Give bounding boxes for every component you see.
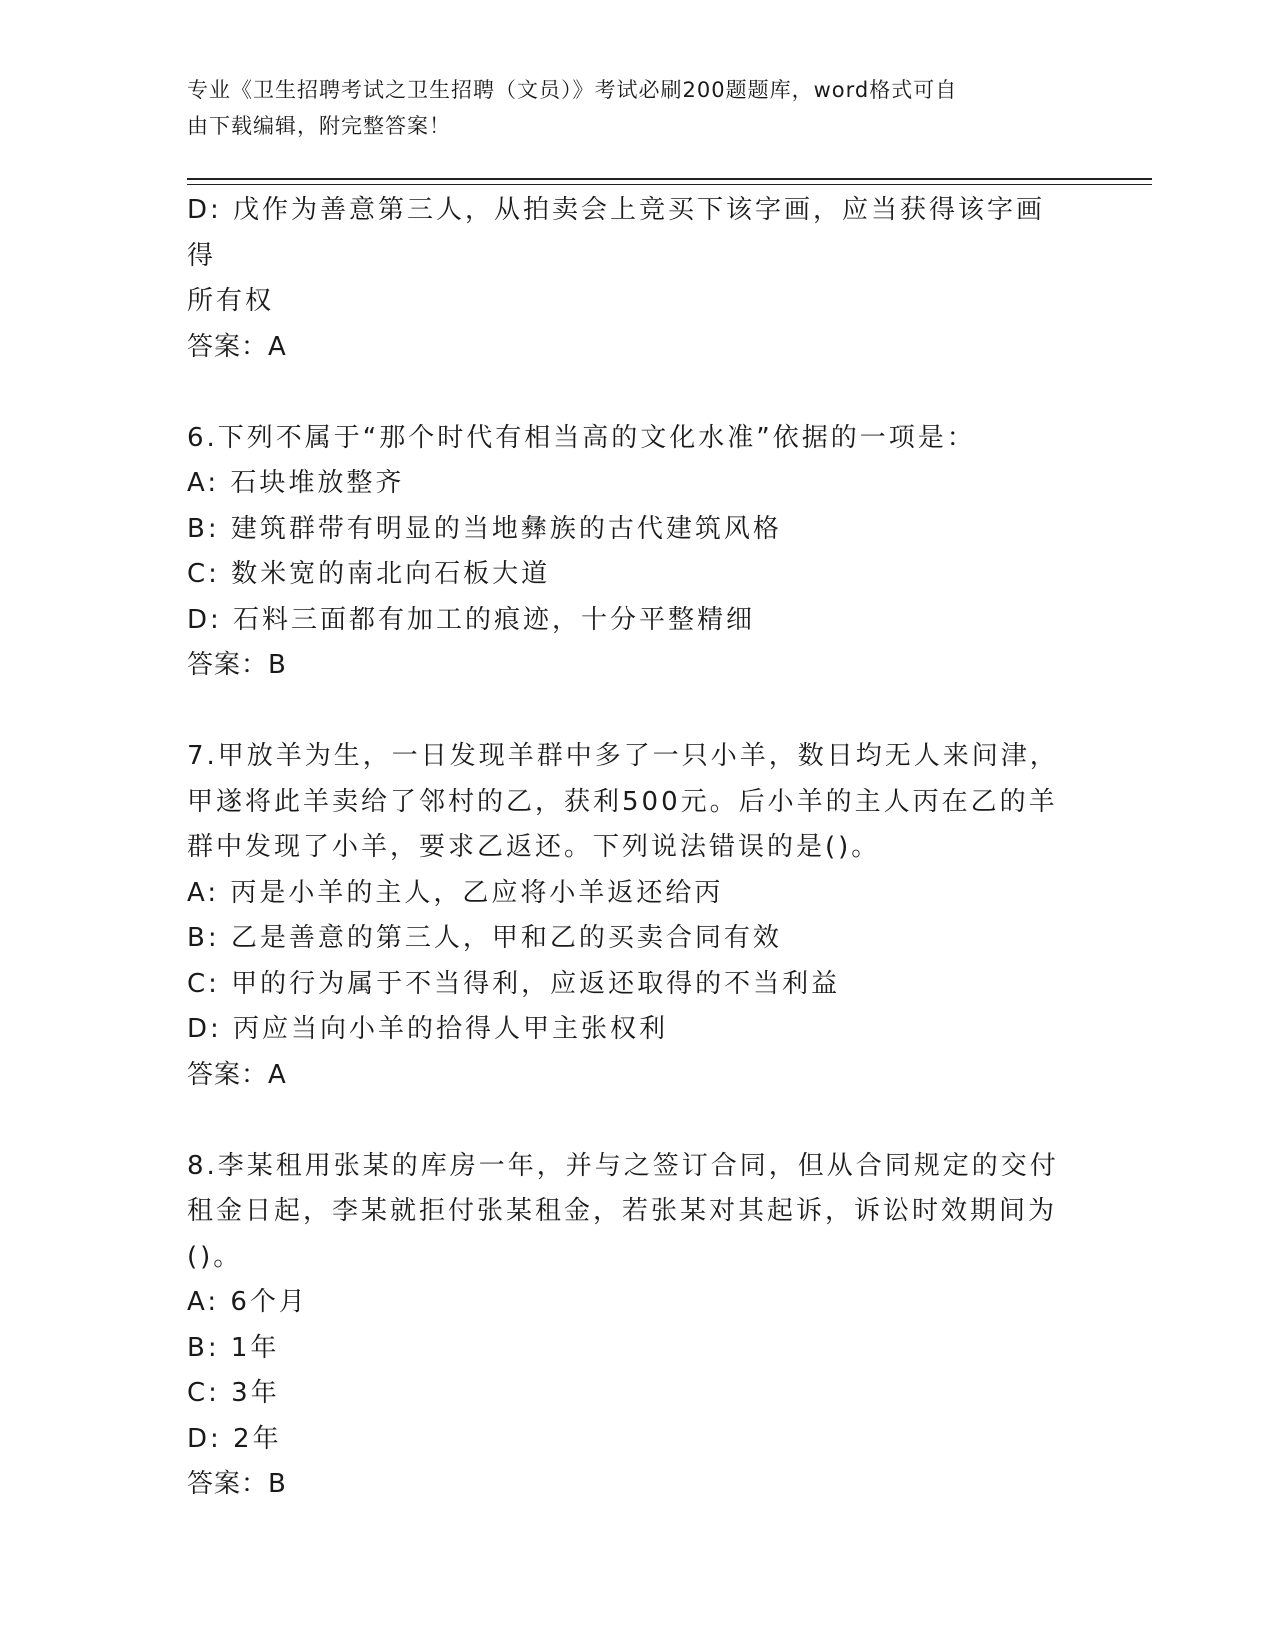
header-line-2: 由下载编辑，附完整答案！: [187, 114, 451, 138]
q6-answer: 答案：B: [187, 650, 287, 680]
question-7: [187, 734, 1067, 1098]
q8-answer: 答案：B: [187, 1469, 287, 1499]
header-rule-thin: [187, 184, 1152, 185]
q8-stem-line-3: ()。: [187, 1241, 243, 1272]
document-header: [187, 72, 1067, 144]
spacer: [187, 1098, 1067, 1144]
header-line-1: 专业《卫生招聘考试之卫生招聘（文员）》考试必刷200题题库，word格式可自: [187, 78, 958, 102]
spacer: [187, 689, 1067, 735]
header-rule-thick: [187, 178, 1152, 180]
q6-option-b: B: 建筑群带有明显的当地彝族的古代建筑风格: [187, 513, 782, 544]
question-5-tail: [187, 188, 1067, 370]
question-6: [187, 416, 1067, 689]
q6-stem: 6.下列不属于“那个时代有相当高的文化水准”依据的一项是：: [187, 422, 976, 453]
q7-answer: 答案：A: [187, 1059, 287, 1090]
question-8: [187, 1144, 1067, 1508]
q7-option-b: B: 乙是善意的第三人，甲和乙的买卖合同有效: [187, 923, 782, 953]
q7-option-a: A: 丙是小羊的主人，乙应将小羊返还给丙: [187, 877, 724, 908]
document-body: [187, 188, 1067, 1508]
q7-option-d: D: 丙应当向小羊的拾得人甲主张权利: [187, 1014, 669, 1044]
q8-stem-line-2: 租金日起，李某就拒付张某租金，若张某对其起诉，诉讼时效期间为: [187, 1196, 1058, 1226]
q8-option-b: B: 1年: [187, 1332, 280, 1363]
q5-option-d-line-2: 所有权: [187, 286, 275, 316]
q7-stem-line-1: 7.甲放羊为生，一日发现羊群中多了一只小羊，数日均无人来问津，: [187, 741, 1059, 771]
q7-option-c: C: 甲的行为属于不当得利，应返还取得的不当利益: [187, 968, 841, 999]
q5-option-d-line-1: D: 戊作为善意第三人，从拍卖会上竞买下该字画，应当获得该字画得: [187, 195, 1046, 271]
q6-option-a: A: 石块堆放整齐: [187, 468, 405, 498]
q8-option-c: C: 3年: [187, 1378, 280, 1408]
q8-option-a: A: 6个月: [187, 1287, 308, 1317]
q7-stem-line-3: 群中发现了小羊，要求乙返还。下列说法错误的是()。: [187, 832, 881, 862]
q6-option-d: D: 石料三面都有加工的痕迹，十分平整精细: [187, 604, 756, 635]
q7-stem-line-2: 甲遂将此羊卖给了邻村的乙，获利500元。后小羊的主人丙在乙的羊: [187, 786, 1058, 817]
q8-option-d: D: 2年: [187, 1423, 282, 1454]
q6-option-c: C: 数米宽的南北向石板大道: [187, 559, 551, 589]
q5-answer: 答案：A: [187, 331, 287, 362]
spacer: [187, 370, 1067, 416]
q8-stem-line-1: 8.李某租用张某的库房一年，并与之签订合同，但从合同规定的交付: [187, 1150, 1059, 1181]
